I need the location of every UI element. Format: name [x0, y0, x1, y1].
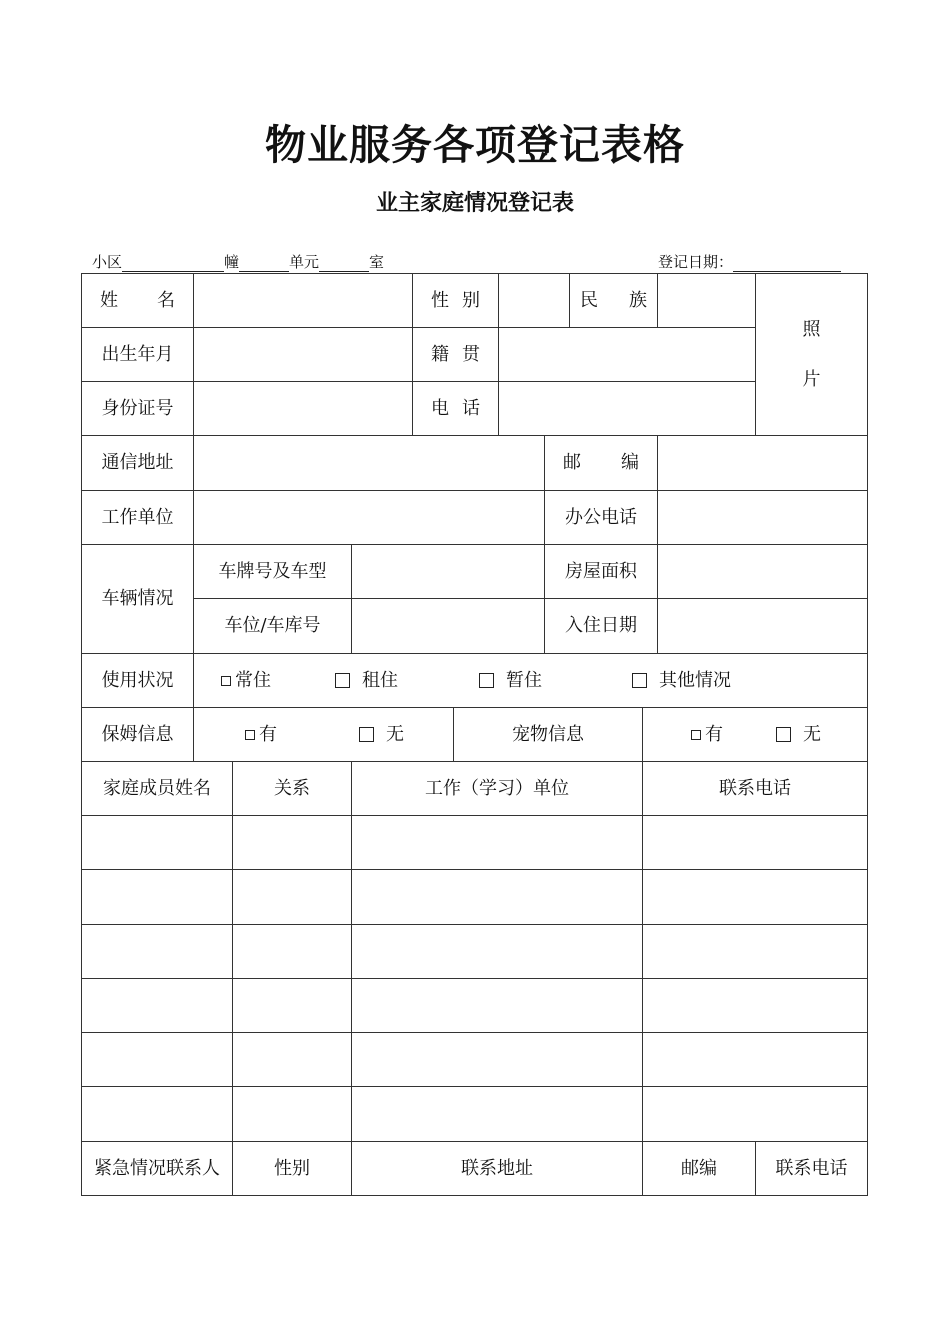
- family-header-name: 家庭成员姓名: [81, 761, 233, 816]
- id-label: 身份证号: [81, 381, 194, 436]
- checkbox-icon[interactable]: [776, 727, 791, 742]
- area-field[interactable]: [657, 544, 868, 599]
- family-row-cell[interactable]: [642, 1032, 868, 1087]
- community-label: 小区: [92, 253, 123, 271]
- family-row-cell[interactable]: [351, 978, 643, 1033]
- date-label: 登记日期：: [658, 253, 734, 271]
- movein-field[interactable]: [657, 598, 868, 654]
- family-row-cell[interactable]: [642, 978, 868, 1033]
- area-label: 房屋面积: [544, 544, 658, 599]
- usage-options: [193, 653, 868, 708]
- birth-field[interactable]: [193, 327, 413, 382]
- checkbox-icon[interactable]: [245, 730, 255, 740]
- usage-option-temporary[interactable]: 暂住: [479, 654, 542, 707]
- nanny-options: [193, 707, 454, 762]
- emergency-header-phone: 联系电话: [755, 1141, 868, 1196]
- family-row-cell[interactable]: [642, 1086, 868, 1142]
- family-row-cell[interactable]: [232, 1086, 352, 1142]
- family-row-cell[interactable]: [232, 869, 352, 925]
- family-row-cell[interactable]: [81, 978, 233, 1033]
- location-line: [92, 251, 384, 272]
- native-field[interactable]: [498, 327, 756, 382]
- parking-field[interactable]: [351, 598, 545, 654]
- emergency-header-gender: 性别: [232, 1141, 352, 1196]
- movein-label: 入住日期: [544, 598, 658, 654]
- family-header-phone: 联系电话: [642, 761, 868, 816]
- checkbox-icon[interactable]: [359, 727, 374, 742]
- usage-option-rent[interactable]: 租住: [335, 654, 398, 707]
- plate-label: 车牌号及车型: [193, 544, 352, 599]
- nanny-label: 保姆信息: [81, 707, 194, 762]
- family-row-cell[interactable]: [232, 1032, 352, 1087]
- form-subtitle: 业主家庭情况登记表: [375, 191, 574, 216]
- family-row-cell[interactable]: [351, 815, 643, 870]
- work-label: 工作单位: [81, 490, 194, 545]
- plate-field[interactable]: [351, 544, 545, 599]
- nanny-option-no[interactable]: 无: [359, 708, 404, 761]
- pet-option-no[interactable]: 无: [776, 708, 821, 761]
- emergency-header-contact: 紧急情况联系人: [81, 1141, 233, 1196]
- registration-date-line: [658, 251, 841, 272]
- name-label: 姓 名: [81, 273, 194, 328]
- emergency-header-address: 联系地址: [351, 1141, 643, 1196]
- pet-label: 宠物信息: [453, 707, 643, 762]
- family-row-cell[interactable]: [232, 924, 352, 979]
- checkbox-icon[interactable]: [335, 673, 350, 688]
- office-phone-label: 办公电话: [544, 490, 658, 545]
- building-blank[interactable]: [239, 255, 289, 272]
- checkbox-icon[interactable]: [632, 673, 647, 688]
- nanny-option-yes[interactable]: 有: [245, 708, 277, 761]
- family-row-cell[interactable]: [81, 1032, 233, 1087]
- parking-label: 车位/车库号: [193, 598, 352, 654]
- name-field[interactable]: [193, 273, 413, 328]
- address-field[interactable]: [193, 435, 545, 491]
- room-label: 室: [369, 253, 385, 271]
- family-row-cell[interactable]: [351, 1032, 643, 1087]
- photo-box[interactable]: 照 片: [755, 273, 868, 436]
- family-row-cell[interactable]: [351, 869, 643, 925]
- date-blank[interactable]: [733, 255, 841, 272]
- emergency-header-postcode: 邮编: [642, 1141, 756, 1196]
- unit-label: 单元: [289, 253, 320, 271]
- unit-blank[interactable]: [319, 255, 369, 272]
- family-row-cell[interactable]: [642, 924, 868, 979]
- community-blank[interactable]: [122, 255, 224, 272]
- family-row-cell[interactable]: [351, 1086, 643, 1142]
- phone-field[interactable]: [498, 381, 756, 436]
- usage-label: 使用状况: [81, 653, 194, 708]
- family-row-cell[interactable]: [642, 815, 868, 870]
- native-label: 籍 贯: [412, 327, 499, 382]
- pet-options: [642, 707, 868, 762]
- family-row-cell[interactable]: [81, 815, 233, 870]
- family-row-cell[interactable]: [81, 1086, 233, 1142]
- usage-option-resident[interactable]: 常住: [221, 654, 271, 707]
- id-field[interactable]: [193, 381, 413, 436]
- checkbox-icon[interactable]: [221, 676, 231, 686]
- postcode-field[interactable]: [657, 435, 868, 491]
- family-header-relation: 关系: [232, 761, 352, 816]
- family-header-work: 工作（学习）单位: [351, 761, 643, 816]
- building-label: 幢: [224, 253, 240, 271]
- pet-option-yes[interactable]: 有: [691, 708, 723, 761]
- family-row-cell[interactable]: [642, 869, 868, 925]
- family-row-cell[interactable]: [81, 924, 233, 979]
- family-row-cell[interactable]: [81, 869, 233, 925]
- phone-label: 电 话: [412, 381, 499, 436]
- gender-label: 性 别: [412, 273, 499, 328]
- address-label: 通信地址: [81, 435, 194, 491]
- page-title: 物业服务各项登记表格: [265, 121, 685, 169]
- office-phone-field[interactable]: [657, 490, 868, 545]
- family-row-cell[interactable]: [232, 978, 352, 1033]
- postcode-label: 邮 编: [544, 435, 658, 491]
- gender-field[interactable]: [498, 273, 570, 328]
- usage-option-other[interactable]: 其他情况: [632, 654, 731, 707]
- vehicle-label: 车辆情况: [81, 544, 194, 654]
- ethnicity-label: 民 族: [569, 273, 658, 328]
- work-field[interactable]: [193, 490, 545, 545]
- checkbox-icon[interactable]: [479, 673, 494, 688]
- family-row-cell[interactable]: [232, 815, 352, 870]
- birth-label: 出生年月: [81, 327, 194, 382]
- checkbox-icon[interactable]: [691, 730, 701, 740]
- family-row-cell[interactable]: [351, 924, 643, 979]
- ethnicity-field[interactable]: [657, 273, 756, 328]
